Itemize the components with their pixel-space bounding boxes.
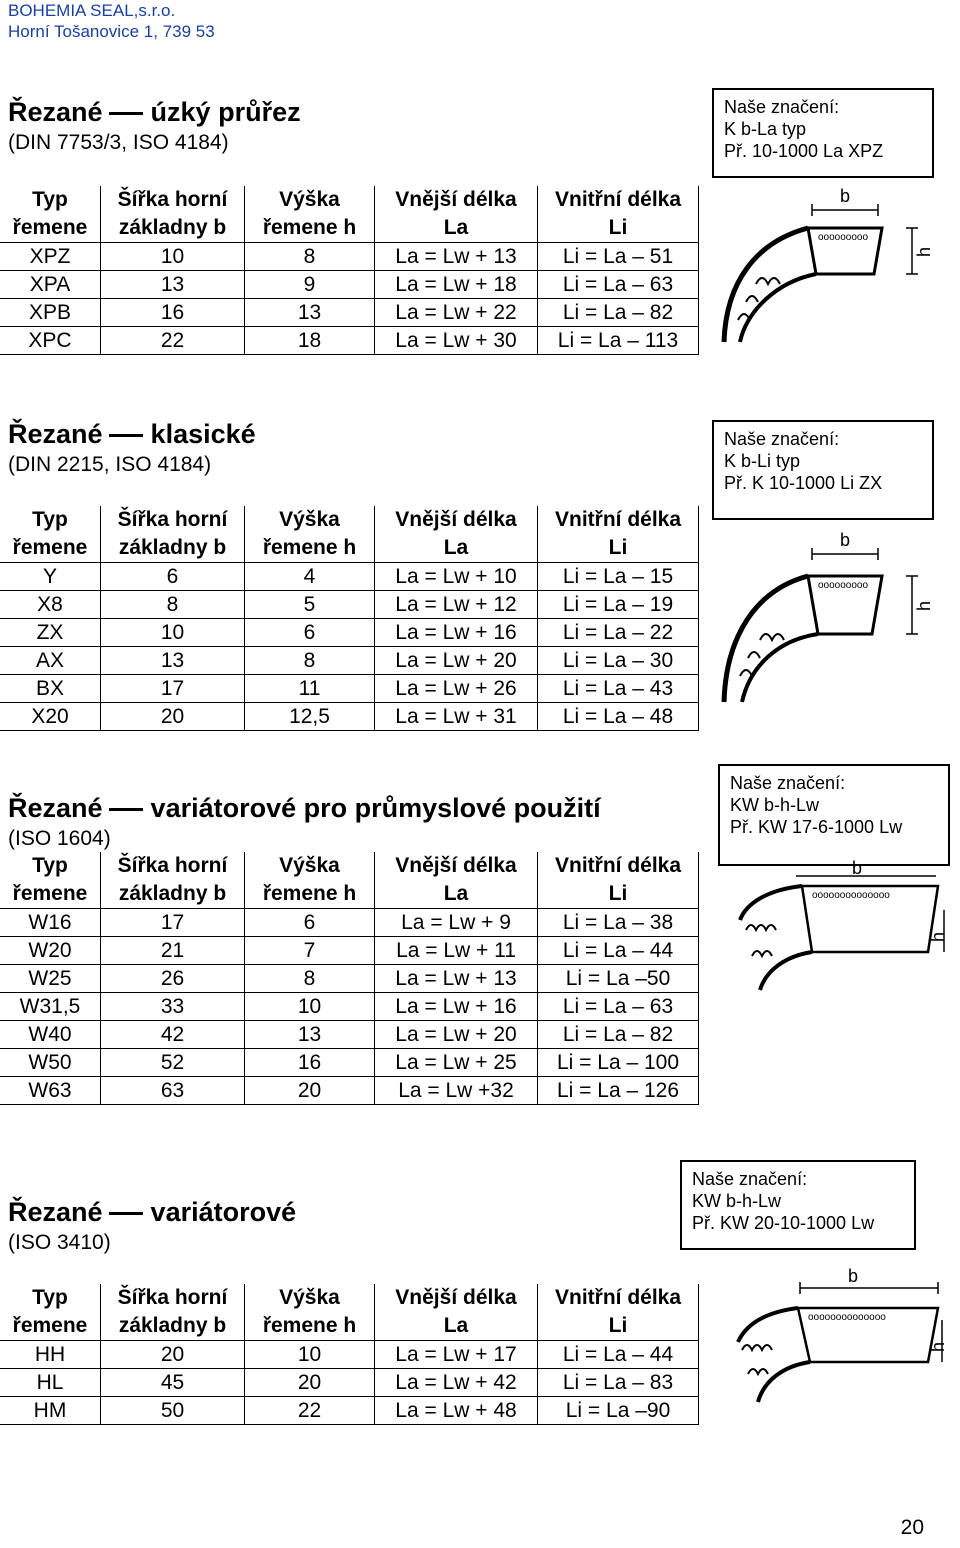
table-header-row: Typ řemene Šířka horní základny b Výška řemene h Vnější délka La Vnitřní délka Li	[0, 1284, 699, 1341]
section-title-variator-industrial: Řezané variátorové pro průmyslové použití	[8, 793, 601, 823]
table-row: W16 17 6 La = Lw + 9 Li = La – 38	[0, 909, 699, 937]
table-row: XPZ 10 8 La = Lw + 13 Li = La – 51	[0, 243, 699, 271]
col-typ: Typ řemene	[0, 186, 101, 243]
table-row: BX 17 11 La = Lw + 26 Li = La – 43	[0, 675, 699, 703]
col-vyska: Výška řemene h	[245, 186, 375, 243]
svg-text:h: h	[914, 600, 934, 611]
belt-profile-diagram-narrow	[716, 182, 946, 362]
table-row: W25 26 8 La = Lw + 13 Li = La –50	[0, 965, 699, 993]
company-header	[8, 0, 215, 42]
belt-table-narrow	[0, 186, 699, 355]
col-vnejsi: Vnější délka La	[375, 186, 538, 243]
table-row: HH 20 10 La = Lw + 17 Li = La – 44	[0, 1341, 699, 1369]
table-row: X20 20 12,5 La = Lw + 31 Li = La – 48	[0, 703, 699, 731]
company-name: BOHEMIA SEAL,s.r.o.	[8, 1, 176, 20]
title-dash	[109, 808, 143, 811]
designation-note-variator-industrial: Naše značení: KW b-h-Lw Př. KW 17-6-1000 Lw	[718, 764, 950, 866]
table-header-row: Typ řemene Šířka horní základny b Výška řemene h Vnější délka La Vnitřní délka Li	[0, 852, 699, 909]
table-row: HL 45 20 La = Lw + 42 Li = La – 83	[0, 1369, 699, 1397]
svg-text:h: h	[928, 931, 948, 942]
table-row: W40 42 13 La = Lw + 20 Li = La – 82	[0, 1021, 699, 1049]
svg-text:b: b	[852, 860, 863, 878]
section-title-classic: Řezané klasické	[8, 419, 256, 449]
section-subtitle-narrow: (DIN 7753/3, ISO 4184)	[8, 131, 229, 154]
svg-text:ooooooooo: ooooooooo	[818, 232, 869, 243]
title-dash	[109, 112, 143, 115]
designation-note-variator: Naše značení: KW b-h-Lw Př. KW 20-10-1000 Lw	[680, 1160, 916, 1250]
belt-table-variator	[0, 1284, 699, 1425]
svg-text:b: b	[840, 186, 851, 206]
page-number: 20	[900, 1516, 924, 1539]
belt-profile-diagram-variator-industrial	[716, 860, 956, 1020]
svg-text:h: h	[928, 1341, 948, 1352]
col-vnitrni: Vnitřní délka Li	[538, 186, 699, 243]
section-title-variator: Řezané variátorové	[8, 1197, 297, 1227]
belt-table-classic	[0, 506, 699, 731]
table-row: X8 8 5 La = Lw + 12 Li = La – 19	[0, 591, 699, 619]
svg-text:b: b	[848, 1266, 859, 1286]
svg-text:h: h	[914, 246, 934, 257]
svg-text:ooooooooo: ooooooooo	[818, 580, 869, 591]
belt-profile-diagram-classic	[716, 526, 946, 706]
section-subtitle-variator: (ISO 3410)	[8, 1231, 111, 1254]
svg-text:b: b	[840, 530, 851, 550]
title-dash	[109, 1212, 143, 1215]
table-row: W31,5 33 10 La = Lw + 16 Li = La – 63	[0, 993, 699, 1021]
table-header-row	[0, 186, 699, 243]
table-row: AX 13 8 La = Lw + 20 Li = La – 30	[0, 647, 699, 675]
table-row: W20 21 7 La = Lw + 11 Li = La – 44	[0, 937, 699, 965]
table-row: XPB 16 13 La = Lw + 22 Li = La – 82	[0, 299, 699, 327]
table-row: W63 63 20 La = Lw +32 Li = La – 126	[0, 1077, 699, 1105]
belt-table-variator-industrial	[0, 852, 699, 1105]
table-row: Y 6 4 La = Lw + 10 Li = La – 15	[0, 563, 699, 591]
section-subtitle-variator-industrial: (ISO 1604)	[8, 827, 111, 850]
table-header-row: Typ řemene Šířka horní základny b Výška řemene h Vnější délka La Vnitřní délka Li	[0, 506, 699, 563]
table-row: ZX 10 6 La = Lw + 16 Li = La – 22	[0, 619, 699, 647]
col-sirka: Šířka horní základny b	[101, 186, 245, 243]
belt-profile-diagram-variator	[716, 1262, 956, 1412]
designation-note-classic: Naše značení: K b-Li typ Př. K 10-1000 Li ZX	[712, 420, 934, 520]
title-dash	[109, 434, 143, 437]
table-row: XPC 22 18 La = Lw + 30 Li = La – 113	[0, 327, 699, 355]
section-title-narrow: Řezané úzký průřez	[8, 97, 301, 127]
designation-note-narrow: Naše značení: K b-La typ Př. 10-1000 La XPZ	[712, 88, 934, 178]
table-row: W50 52 16 La = Lw + 25 Li = La – 100	[0, 1049, 699, 1077]
company-address: Horní Tošanovice 1, 739 53	[8, 22, 215, 41]
table-row: HM 50 22 La = Lw + 48 Li = La –90	[0, 1397, 699, 1425]
svg-text:oooooooooooooo: oooooooooooooo	[808, 1312, 886, 1323]
svg-text:oooooooooooooo: oooooooooooooo	[812, 890, 890, 901]
section-subtitle-classic: (DIN 2215, ISO 4184)	[8, 453, 212, 476]
table-row: XPA 13 9 La = Lw + 18 Li = La – 63	[0, 271, 699, 299]
